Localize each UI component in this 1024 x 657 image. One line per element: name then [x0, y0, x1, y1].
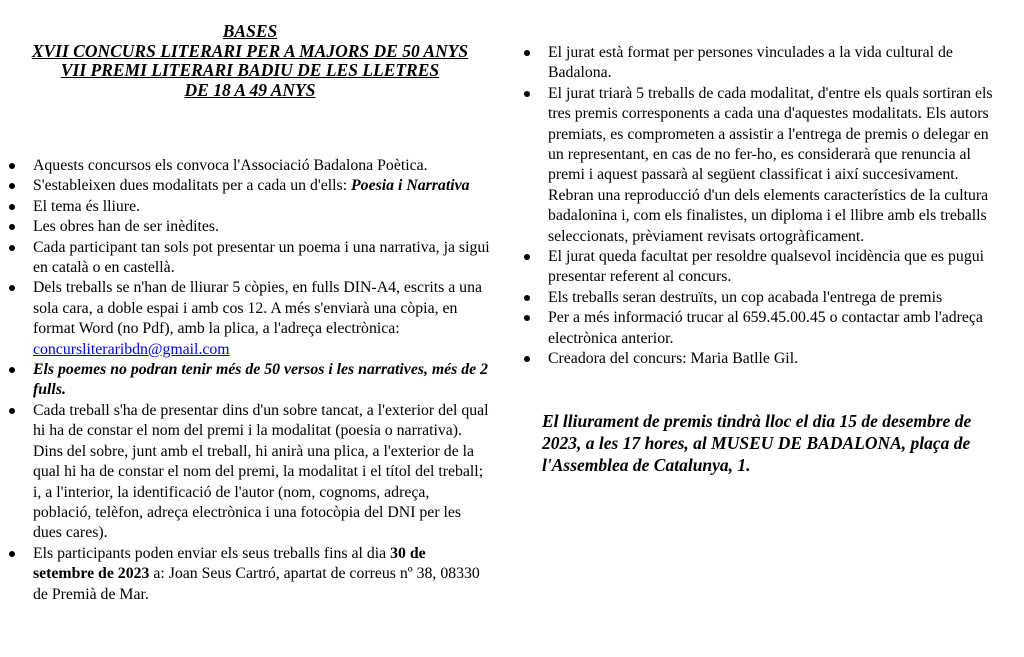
- deadline-date: 30 de setembre de 2023: [33, 544, 426, 583]
- list-item: El tema és lliure.: [0, 197, 490, 217]
- document-heading: [0, 22, 500, 100]
- list-item: Cada participant tan sols pot presentar un poema i una narrativa, ja sigui en català o en castellà.: [0, 238, 490, 279]
- list-item: Creadora del concurs: Maria Batlle Gil.: [515, 349, 995, 369]
- bullet-icon: [524, 91, 530, 97]
- bullet-icon: [524, 50, 530, 56]
- list-item: Dels treballs se n'han de lliurar 5 còpies, en fulls DIN-A4, escrits a una sola cara, a doble espai i amb cos 12. A més s'enviarà una còpia, en format Word (no Pdf), amb la plica, a l'adreça electrònica: concursliteraribdn@gmail.com: [0, 278, 490, 360]
- bullet-icon: [9, 367, 15, 373]
- rules-list-left: [0, 156, 490, 605]
- bullet-icon: [9, 551, 15, 557]
- bullet-icon: [9, 204, 15, 210]
- award-ceremony-notice: El lliurament de premis tindrà lloc el dia 15 de desembre de 2023, a les 17 hores, al MUSEU DE BADALONA, plaça de l'Assemblea de Catalunya, 1.: [542, 411, 972, 475]
- list-item: Les obres han de ser inèdites.: [0, 217, 490, 237]
- bullet-icon: [9, 163, 15, 169]
- heading-line-ages: DE 18 A 49 ANYS: [184, 79, 316, 100]
- rules-list-right: [515, 43, 995, 370]
- bullet-icon: [524, 315, 530, 321]
- bullet-icon: [9, 285, 15, 291]
- list-item: S'estableixen dues modalitats per a cada un d'ells: Poesia i Narrativa: [0, 176, 490, 196]
- email-link[interactable]: concursliteraribdn@gmail.com: [33, 340, 230, 358]
- bullet-icon: [524, 254, 530, 260]
- length-limit-emphasis: Els poemes no podran tenir més de 50 versos i les narratives, més de 2 fulls.: [33, 361, 489, 399]
- list-item: El jurat triarà 5 treballs de cada modalitat, d'entre els quals sortiran els tres premis corresponents a cada una d'aquestes modalitats. Els autors premiats, es comprometen a assistir a l'entrega de premis o delegar en un representant, en cas de no fer-ho, es considerarà que renuncia al premi i aquest passarà al següent classificat i així succesivament. Rebran una reproducció d'un dels elements característics de la cultura badalonina i, com els finalistes, un diploma i el llibre amb els treballs seleccionats, prèviament revisats ortogràficament.: [515, 84, 995, 247]
- bullet-icon: [524, 356, 530, 362]
- list-item: [0, 360, 490, 401]
- list-item: Els treballs seran destruïts, un cop acabada l'entrega de premis: [515, 288, 995, 308]
- list-item: Aquests concursos els convoca l'Associació Badalona Poètica.: [0, 156, 490, 176]
- list-item: El jurat està format per persones vinculades a la vida cultural de Badalona.: [515, 43, 995, 84]
- bullet-icon: [9, 245, 15, 251]
- heading-line-premi: VII PREMI LITERARI BADIU DE LES LLETRES: [60, 60, 440, 80]
- heading-line-bases: BASES: [222, 21, 278, 41]
- bullet-icon: [524, 295, 530, 301]
- list-item: Cada treball s'ha de presentar dins d'un sobre tancat, a l'exterior del qual hi ha de constar el nom del premi i la modalitat (poesia o narrativa). Dins del sobre, junt amb el treball, hi anirà una plica, a l'exterior de la qual hi ha de constar el nom del premi, la modalitat i el títol del treball; i, a l'interior, la identificació de l'autor (nom, cognoms, adreça, població, telèfon, adreça electrònica i una fotocòpia del DNI per les dues cares).: [0, 401, 490, 544]
- modalities-emphasis: Poesia i Narrativa: [351, 177, 470, 195]
- list-item: El jurat queda facultat per resoldre qualsevol incidència que es pugui presentar referent al concurs.: [515, 247, 995, 288]
- bullet-icon: [9, 408, 15, 414]
- heading-line-concurs: XVII CONCURS LITERARI PER A MAJORS DE 50 ANYS: [31, 40, 469, 61]
- bullet-icon: [9, 183, 15, 189]
- list-item: Per a més informació trucar al 659.45.00.45 o contactar amb l'adreça electrònica anterior.: [515, 308, 995, 349]
- bullet-icon: [9, 224, 15, 230]
- list-item: Els participants poden enviar els seus treballs fins al dia 30 de setembre de 2023 a: Joan Seus Cartró, apartat de correus nº 38, 08330 de Premià de Mar.: [0, 544, 490, 605]
